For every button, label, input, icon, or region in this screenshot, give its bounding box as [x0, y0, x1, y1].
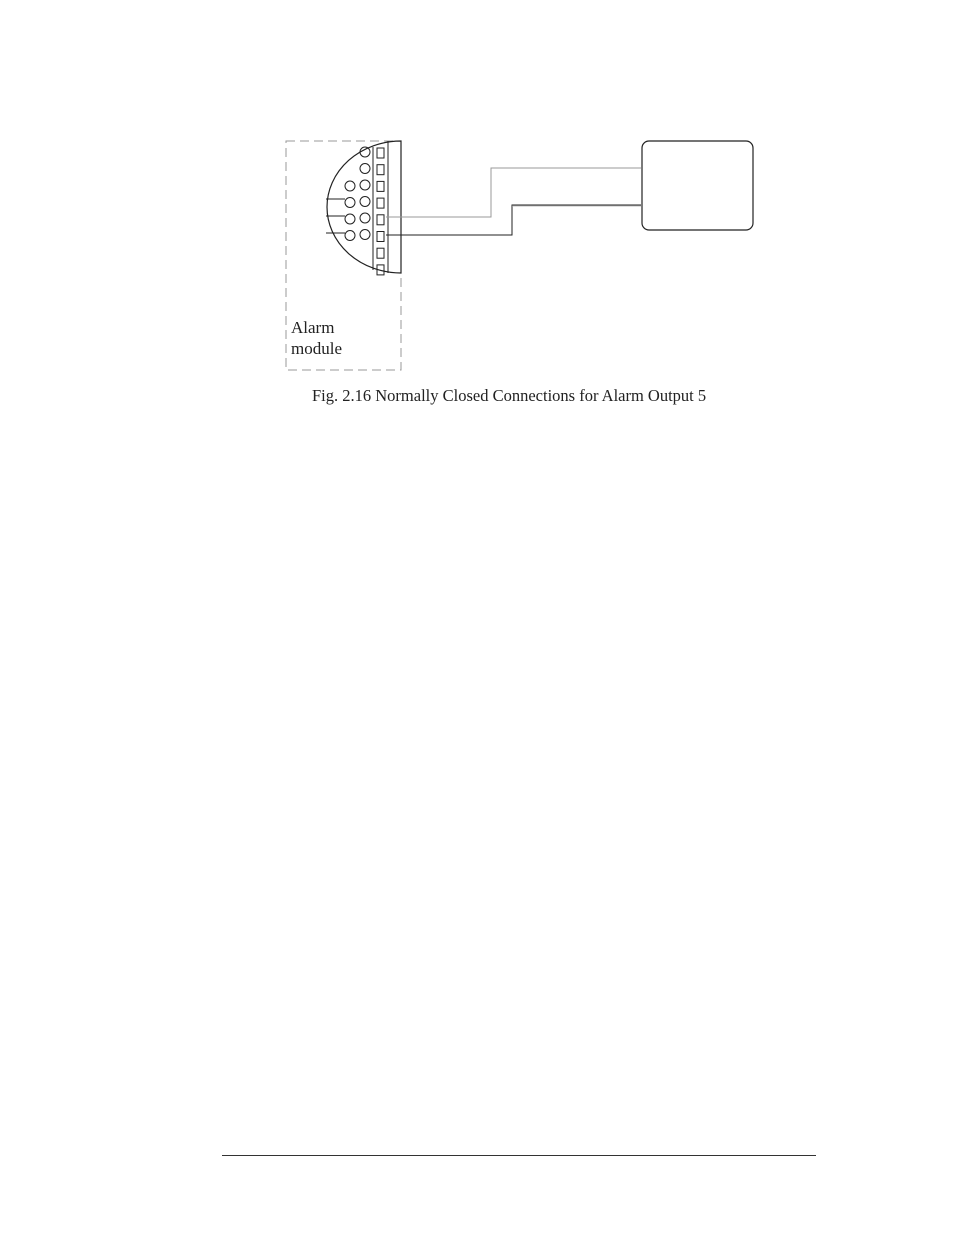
contact-circle — [360, 164, 370, 174]
terminal-square — [377, 181, 384, 191]
figure-caption: Fig. 2.16 Normally Closed Connections for Alarm Output 5 — [312, 386, 707, 405]
contact-circle-inner — [345, 214, 355, 224]
contact-circle — [360, 180, 370, 190]
terminal-square — [377, 148, 384, 158]
wire-upper — [386, 168, 641, 217]
footer-rule — [222, 1155, 816, 1156]
terminal-squares — [377, 148, 384, 275]
terminal-block-half-circle — [327, 141, 401, 273]
alarm-module-label-line1: Alarm — [291, 318, 335, 337]
terminal-square — [377, 165, 384, 175]
alarm-module-label-line2: module — [291, 339, 342, 358]
contact-circle — [360, 213, 370, 223]
contact-circle-inner — [345, 198, 355, 208]
external-device-box — [642, 141, 753, 230]
contact-circle — [360, 230, 370, 240]
contact-circle — [360, 197, 370, 207]
terminal-square — [377, 232, 384, 242]
contact-circle-inner — [345, 181, 355, 191]
wire-lower — [386, 205, 641, 235]
terminal-square — [377, 248, 384, 258]
terminal-square — [377, 198, 384, 208]
contact-circle-inner — [345, 231, 355, 241]
terminal-square — [377, 215, 384, 225]
